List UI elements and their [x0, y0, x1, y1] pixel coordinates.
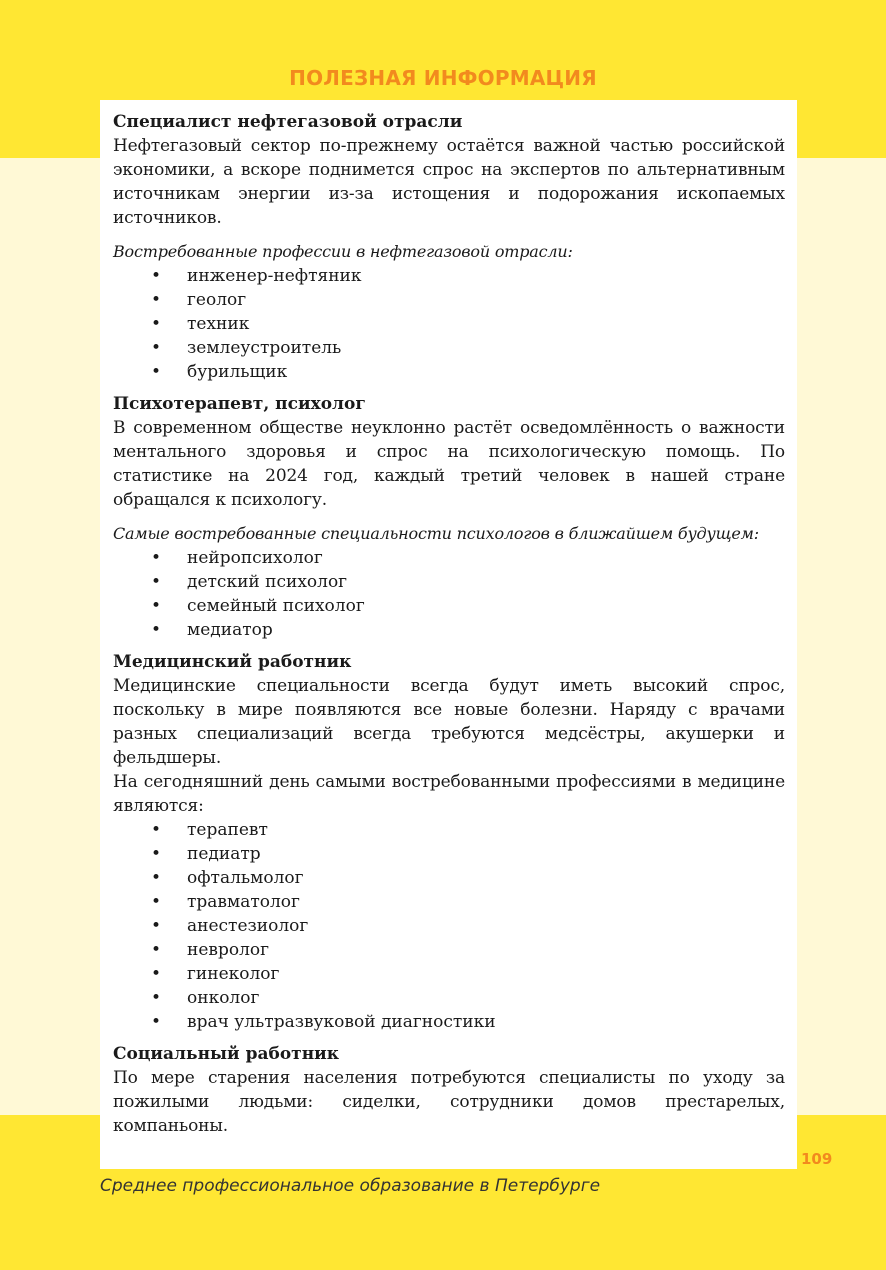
list-item: • терапевт: [151, 820, 268, 840]
section-text: Нефтегазовый сектор по-прежнему остаётся важной частью российской экономики, а вскоре поднимется спрос на экспертов по альтернативным источникам энергии из-за истощения и подорожания ископаемых источников.: [113, 136, 785, 228]
list-item: • онколог: [151, 988, 260, 1008]
page-header: ПОЛЕЗНАЯ ИНФОРМАЦИЯ: [289, 66, 597, 90]
section-oil: [113, 110, 785, 384]
list-item: • травматолог: [151, 892, 300, 912]
list-item: • врач ультразвуковой диагностики: [151, 1012, 496, 1032]
list-item: • бурильщик: [151, 362, 288, 382]
section-title: Социальный работник: [113, 1044, 340, 1064]
bullet-icon: •: [151, 338, 162, 358]
list-item: • детский психолог: [151, 572, 348, 592]
section-text: Медицинские специальности всегда будут иметь высокий спрос, поскольку в мире появляются все новые болезни. Наряду с врачами разных специализаций всегда требуются медсёстры, акушерки и фельдшеры.: [113, 676, 785, 768]
bullet-icon: •: [151, 988, 162, 1008]
bullet-icon: •: [151, 892, 162, 912]
bullet-icon: •: [151, 548, 162, 568]
profession-list: [113, 818, 785, 1034]
bullet-icon: •: [151, 266, 162, 286]
bullet-icon: •: [151, 844, 162, 864]
bullet-icon: •: [151, 314, 162, 334]
list-item: • офтальмолог: [151, 868, 304, 888]
section-subtitle: Востребованные профессии в нефтегазовой отрасли:: [113, 242, 573, 261]
section-med: [113, 650, 785, 1034]
bullet-icon: •: [151, 596, 162, 616]
section-social: [113, 1042, 785, 1138]
list-item: • геолог: [151, 290, 247, 310]
list-item: • семейный психолог: [151, 596, 365, 616]
bullet-icon: •: [151, 290, 162, 310]
list-item: • нейропсихолог: [151, 548, 323, 568]
section-title: Медицинский работник: [113, 652, 352, 672]
list-item: • невролог: [151, 940, 270, 960]
bullet-icon: •: [151, 1012, 162, 1032]
section-text: По мере старения населения потребуются специалисты по уходу за пожилыми людьми: сиделки, сотрудники домов престарелых, компаньоны.: [113, 1068, 785, 1136]
section-title: Специалист нефтегазовой отрасли: [113, 112, 463, 132]
section-psych: [113, 392, 785, 642]
bullet-icon: •: [151, 620, 162, 640]
section-subtitle: Самые востребованные специальности психологов в ближайшем будущем:: [113, 524, 759, 543]
footer-text: Среднее профессиональное образование в Петербурге: [100, 1176, 601, 1196]
list-item: • педиатр: [151, 844, 261, 864]
list-item: • инженер-нефтяник: [151, 266, 362, 286]
section-text-2: На сегодняшний день самыми востребованными профессиями в медицине являются:: [113, 772, 785, 816]
page-number: 109: [801, 1150, 833, 1168]
bullet-icon: •: [151, 572, 162, 592]
list-item: • землеустроитель: [151, 338, 342, 358]
bullet-icon: •: [151, 362, 162, 382]
bullet-icon: •: [151, 868, 162, 888]
list-item: • медиатор: [151, 620, 273, 640]
profession-list: [113, 546, 785, 642]
content-card: [100, 100, 797, 1169]
section-text: В современном обществе неуклонно растёт осведомлённость о важности ментального здоровья и спрос на психологическую помощь. По статистике на 2024 год, каждый третий человек в нашей стране обращался к психологу.: [113, 418, 785, 510]
section-title: Психотерапевт, психолог: [113, 394, 366, 414]
list-item: • гинеколог: [151, 964, 280, 984]
bullet-icon: •: [151, 940, 162, 960]
list-item: • техник: [151, 314, 250, 334]
profession-list: [113, 264, 785, 384]
list-item: • анестезиолог: [151, 916, 309, 936]
bullet-icon: •: [151, 916, 162, 936]
bullet-icon: •: [151, 820, 162, 840]
bullet-icon: •: [151, 964, 162, 984]
